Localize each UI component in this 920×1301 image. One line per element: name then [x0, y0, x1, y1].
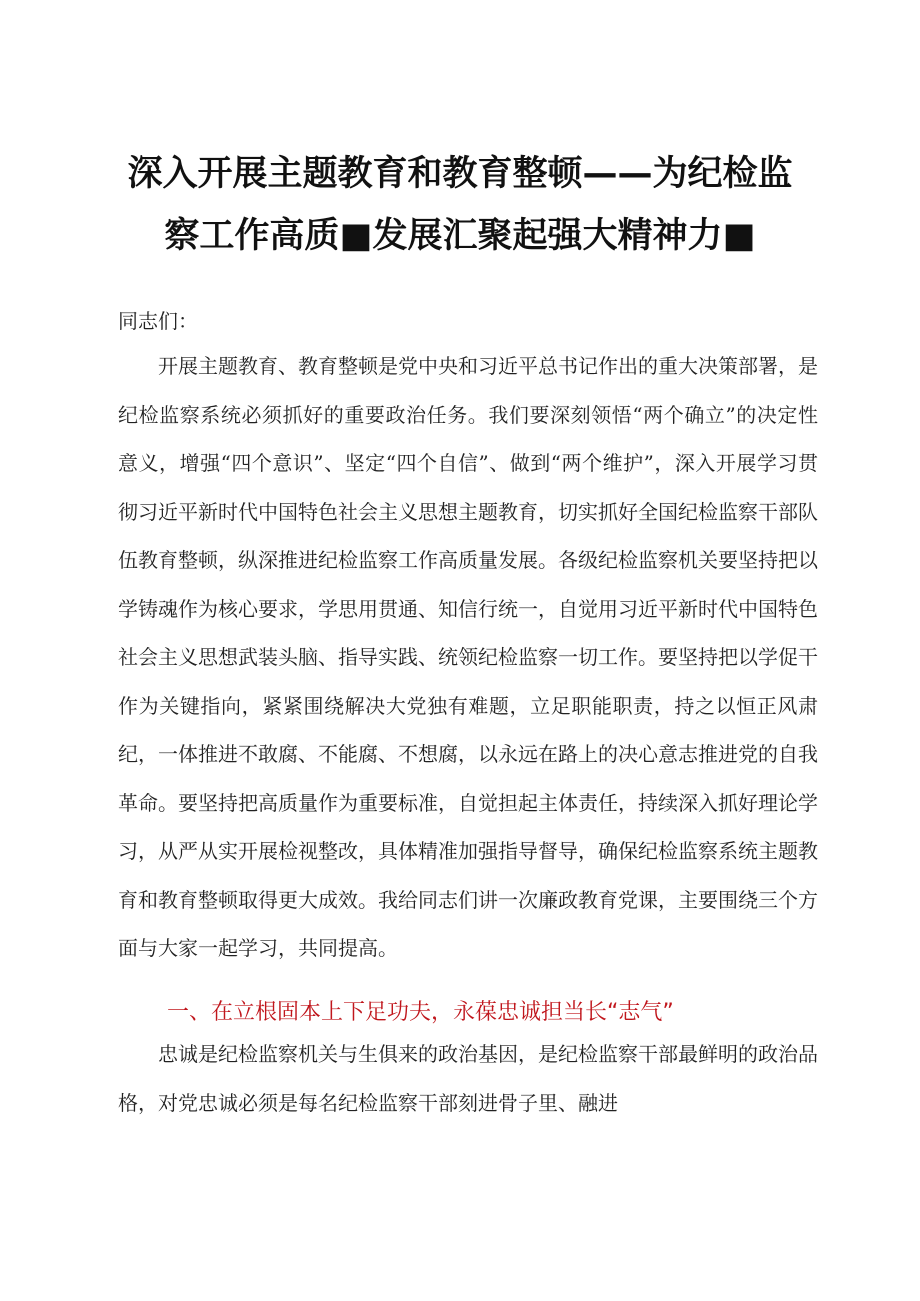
document-title-line-2: 察工作高质■发展汇聚起强大精神力■ — [164, 216, 756, 256]
document-title-line-1: 深入开展主题教育和教育整顿——为纪检监 — [127, 154, 793, 194]
section-heading-1: 一、在立根固本上下足功夫，永葆忠诚担当长“志气” — [167, 1000, 674, 1025]
body-paragraph-2: 忠诚是纪检监察机关与生俱来的政治基因，是纪检监察干部最鲜明的政治品格，对党忠诚必须是每名纪检监察干部刻进骨子里、融进 — [118, 1042, 818, 1115]
salutation: 同志们： — [118, 309, 198, 333]
body-paragraph-1: 开展主题教育、教育整顿是党中央和习近平总书记作出的重大决策部署，是纪检监察系统必须抓好的重要政治任务。我们要深刻领悟“两个确立”的决定性意义，增强“四个意识”、坚定“四个自信”、做到“两个维护”，深入开展学习贯彻习近平新时代中国特色社会主义思想主题教育，切实抓好全国纪检监察干部队伍教育整顿，纵深推进纪检监察工作高质量发展。各级纪检监察机关要坚持把以学铸魂作为核心要求，学思用贯通、知信行统一，自觉用习近平新时代中国特色社会主义思想武装头脑、指导实践、统领纪检监察一切工作。要坚持把以学促干作为关键指向，紧紧围绕解决大党独有难题，立足职能职责，持之以恒正风肃纪，一体推进不敢腐、不能腐、不想腐，以永远在路上的决心意志推进党的自我革命。要坚持把高质量作为重要标准，自觉担起主体责任，持续深入抓好理论学习，从严从实开展检视整改，具体精准加强指导督导，确保纪检监察系统主题教育和教育整顿取得更大成效。我给同志们讲一次廉政教育党课，主要围绕三个方面与大家一起学习，共同提高。 — [118, 354, 818, 960]
